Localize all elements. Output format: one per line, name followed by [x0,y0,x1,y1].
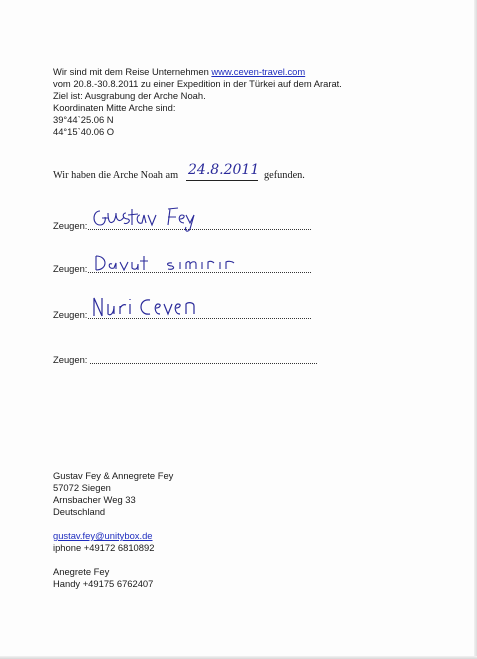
contact-names: Gustav Fey & Annegrete Fey [53,470,174,481]
contact-postal: 57072 Siegen [53,482,111,493]
intro-line-1-text: Wir sind mit dem Reise Unternehmen [53,66,209,77]
witness-line-4 [90,363,317,364]
intro-line-3: Ziel ist: Ausgrabung der Arche Noah. [53,90,206,101]
contact2-name: Anegrete Fey [53,566,110,577]
contact2-phone: Handy +49175 6762407 [53,578,154,589]
witness-label-2: Zeugen: [53,263,88,274]
contact-phone: iphone +49172 6810892 [53,542,155,553]
contact-email-link[interactable]: gustav.fey@unitybox.de [53,530,153,541]
witness-signature-1 [90,203,210,231]
coordinate-east: 44°15`40.06 O [53,126,115,137]
contact-country: Deutschland [53,506,106,517]
handwritten-date: 24.8.2011 [188,162,260,178]
website-link[interactable]: www.ceven-travel.com [211,66,306,77]
witness-signature-2 [92,252,242,274]
date-underline [186,180,258,181]
contact-street: Arnsbacher Weg 33 [53,494,136,505]
witness-label-4: Zeugen: [53,354,88,365]
intro-line-1 [53,66,305,77]
intro-line-2: vom 20.8.-30.8.2011 zu einer Expedition in der Türkei auf dem Ararat. [53,78,342,89]
intro-line-4: Koordinaten Mitte Arche sind: [53,102,176,113]
witness-label-1: Zeugen: [53,220,88,231]
found-suffix: gefunden. [264,170,305,181]
coordinate-north: 39°44`25.06 N [53,114,114,125]
witness-label-3: Zeugen: [53,309,88,320]
witness-signature-3 [90,292,210,322]
found-prefix: Wir haben die Arche Noah am [53,170,179,181]
